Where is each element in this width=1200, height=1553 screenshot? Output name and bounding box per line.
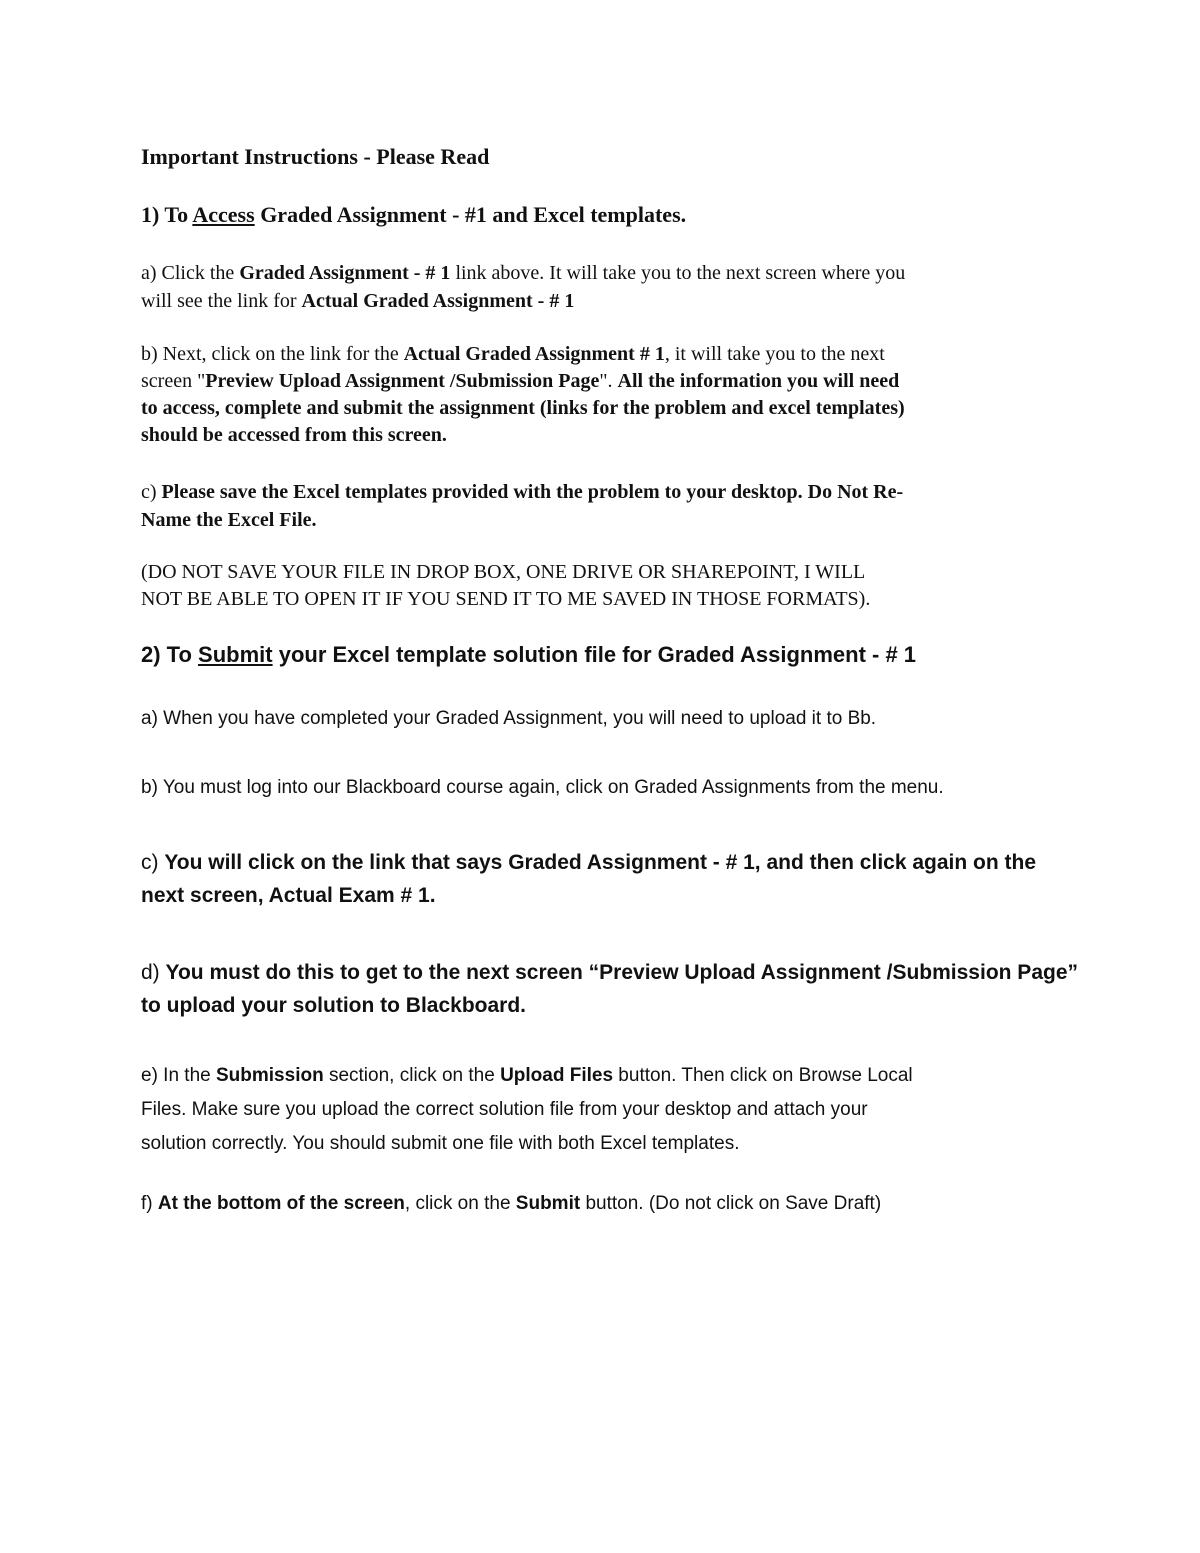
section1-item-c [141, 478, 903, 534]
section1-item-c-line2: Name the Excel File. [141, 509, 317, 531]
section2-item-d [141, 956, 1078, 1022]
section1-item-a [141, 259, 905, 315]
section2-item-e [141, 1059, 913, 1161]
text-span: e) In the [141, 1065, 216, 1086]
section1-item-a-line1 [141, 259, 905, 287]
text-span: button. (Do not click on Save Draft) [580, 1193, 882, 1214]
text-span: screen " [141, 370, 206, 392]
bold-text-span: Submission [216, 1065, 324, 1086]
section2-item-c-line1 [141, 846, 1036, 879]
section1-warning-line2: NOT BE ABLE TO OPEN IT IF YOU SEND IT TO ME SAVED IN THOSE FORMATS). [141, 588, 871, 610]
section1-item-b-line3: to access, complete and submit the assignment (links for the problem and excel templates) [141, 397, 905, 419]
section1-item-b-line1 [141, 341, 905, 368]
section1-item-a-line2 [141, 287, 905, 315]
text-span: section, click on the [323, 1065, 501, 1086]
bold-text-span: Actual Graded Assignment # 1 [403, 343, 665, 365]
bold-text-span: Preview Upload Assignment /Submission Page [205, 370, 600, 392]
section2-item-d-line2: to upload your solution to Blackboard. [141, 994, 527, 1017]
bold-text-span: You will click on the link that says Graded Assignment - # 1, and then click again on the [164, 851, 1037, 874]
bold-text-span: Graded Assignment - # 1 [239, 262, 451, 284]
bold-text-span: All the information you will need [617, 370, 900, 392]
bold-text-span: Submit [515, 1193, 581, 1214]
section1-heading [141, 202, 686, 228]
text-span: , click on the [404, 1193, 516, 1214]
bold-text-span: At the bottom of the screen [157, 1193, 405, 1214]
section2-heading-prefix: 2) To [141, 642, 199, 667]
section2-item-e-line2: Files. Make sure you upload the correct solution file from your desktop and attach your [141, 1099, 868, 1120]
text-span: b) Next, click on the link for the [141, 343, 404, 365]
section2-item-f [141, 1193, 881, 1215]
section2-item-c-line2: next screen, Actual Exam # 1. [141, 884, 436, 907]
bold-text-span: You must do this to get to the next screen “Preview Upload Assignment /Submission Page” [165, 961, 1079, 984]
section2-item-c [141, 846, 1036, 912]
section2-item-b: b) You must log into our Blackboard course again, click on Graded Assignments from the menu. [141, 777, 944, 798]
bold-text-span: Actual Graded Assignment - # 1 [301, 290, 575, 312]
section1-heading-suffix: Graded Assignment - #1 and Excel templates. [254, 202, 687, 227]
section1-item-b-line2 [141, 368, 905, 395]
section2-heading [141, 642, 916, 668]
section2-item-e-line1 [141, 1059, 913, 1093]
section1-warning-line1: (DO NOT SAVE YOUR FILE IN DROP BOX, ONE DRIVE OR SHAREPOINT, I WILL [141, 561, 866, 583]
page-title: Important Instructions - Please Read [141, 144, 490, 169]
text-span: link above. It will take you to the next screen where you [450, 262, 906, 284]
section1-warning [141, 559, 870, 613]
text-span: will see the link for [141, 290, 302, 312]
bold-text-span: Upload Files [500, 1065, 614, 1086]
text-span: c) [141, 851, 165, 874]
section2-item-e-line3: solution correctly. You should submit one file with both Excel templates. [141, 1133, 740, 1154]
text-span: d) [141, 961, 166, 984]
text-span: ". [599, 370, 618, 392]
section1-item-c-line1 [141, 478, 903, 506]
section2-heading-suffix: your Excel template solution file for Graded Assignment - # 1 [272, 642, 917, 667]
text-span: , it will take you to the next [664, 343, 885, 365]
section2-item-d-line1 [141, 956, 1078, 989]
bold-text-span: Please save the Excel templates provided with the problem to your desktop. Do Not Re- [161, 481, 904, 503]
section2-heading-underlined: Submit [198, 642, 273, 667]
text-span: f) [141, 1193, 158, 1214]
text-span: a) Click the [141, 262, 240, 284]
section1-item-b-line4: should be accessed from this screen. [141, 424, 447, 446]
section2-item-a: a) When you have completed your Graded Assignment, you will need to upload it to Bb. [141, 708, 877, 729]
section1-item-b [141, 341, 905, 449]
text-span: c) [141, 481, 162, 503]
section1-heading-prefix: 1) To [141, 202, 193, 227]
text-span: button. Then click on Browse Local [613, 1065, 913, 1086]
section1-heading-underlined: Access [192, 202, 255, 227]
